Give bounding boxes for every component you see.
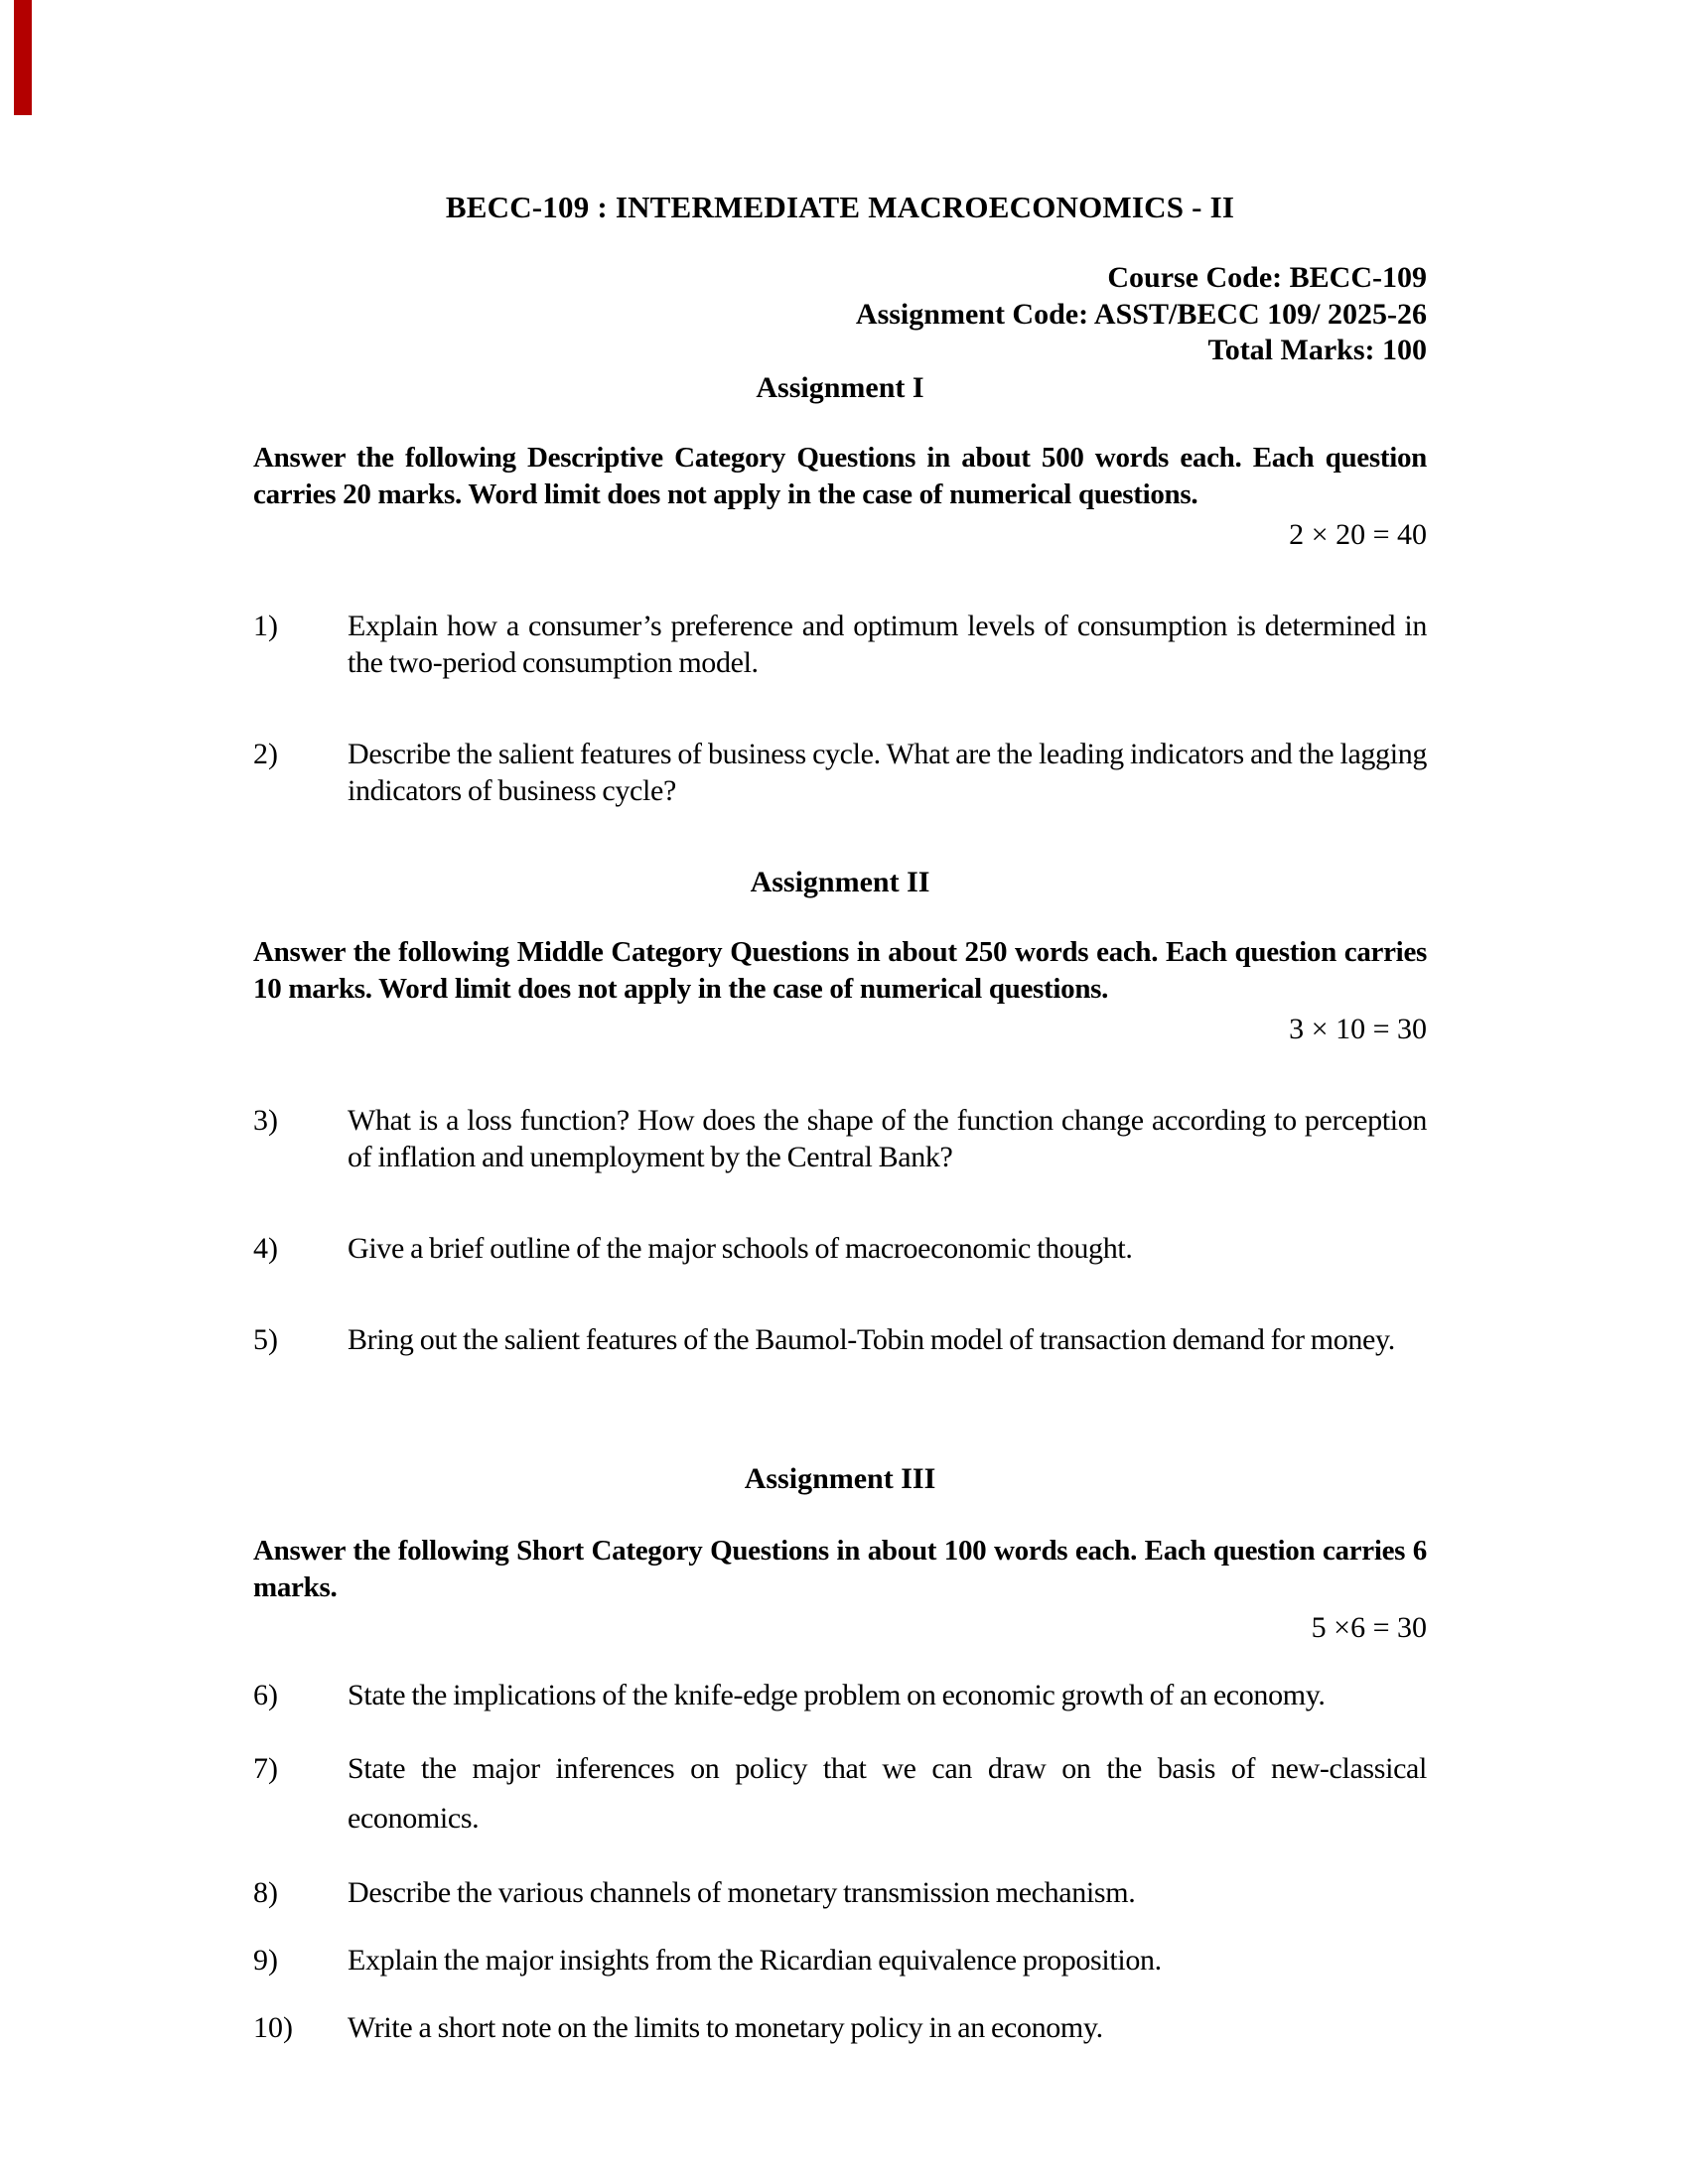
question-item-8 (253, 1874, 1427, 1911)
question-number: 9) (253, 1943, 278, 1977)
question-item-2 (253, 736, 1427, 809)
question-text: Write a short note on the limits to monetary policy in an economy. (348, 2010, 1103, 2044)
question-number: 2) (253, 737, 278, 770)
section-instruction: Answer the following Short Category Questions in about 100 words each. Each question carries 6 marks. (253, 1534, 1427, 1603)
section-instruction: Answer the following Descriptive Category Questions in about 500 words each. Each question carries 20 marks. Word limit does not apply in the case of numerical questions. (253, 441, 1427, 510)
section-assignment-3 (253, 1460, 1427, 2046)
question-number: 1) (253, 609, 278, 642)
section-heading-assignment-2: Assignment II (750, 865, 930, 898)
section-assignment-2 (253, 864, 1427, 1358)
page-title: BECC-109 : INTERMEDIATE MACROECONOMICS - II (445, 190, 1235, 224)
question-item-6 (253, 1677, 1427, 1713)
question-item-7 (253, 1744, 1427, 1843)
question-number: 6) (253, 1678, 278, 1711)
question-text: Explain the major insights from the Ricardian equivalence proposition. (348, 1943, 1162, 1977)
course-code: Course Code: BECC-109 (1107, 261, 1427, 294)
section-heading-assignment-3: Assignment III (744, 1461, 936, 1495)
question-item-3 (253, 1102, 1427, 1175)
question-item-1 (253, 608, 1427, 681)
question-number: 5) (253, 1322, 278, 1356)
marks-formula: 5 ×6 = 30 (1311, 1610, 1427, 1644)
question-number: 8) (253, 1875, 278, 1909)
question-text: Describe the various channels of monetary transmission mechanism. (348, 1875, 1136, 1909)
question-number: 3) (253, 1103, 278, 1137)
section-instruction: Answer the following Middle Category Questions in about 250 words each. Each question carries 10 marks. Word limit does not apply in the case of numerical questions. (253, 935, 1427, 1005)
question-item-5 (253, 1321, 1427, 1358)
red-edge-mark (14, 0, 32, 115)
question-number: 7) (253, 1751, 278, 1785)
question-text: What is a loss function? How does the shape of the function change according to perception of inflation and unemployment by the Central Bank? (348, 1103, 1427, 1173)
question-number: 4) (253, 1231, 278, 1265)
total-marks: Total Marks: 100 (1207, 334, 1427, 366)
marks-formula: 3 × 10 = 30 (1289, 1012, 1427, 1045)
question-text: State the major inferences on policy that we can draw on the basis of new-classical economics. (348, 1751, 1427, 1835)
section-assignment-1 (253, 369, 1427, 809)
question-item-10 (253, 2009, 1427, 2046)
question-text: Describe the salient features of business cycle. What are the leading indicators and the lagging indicators of business cycle? (348, 737, 1427, 807)
question-text: Explain how a consumer’s preference and optimum levels of consumption is determined in the two-period consumption model. (348, 609, 1427, 679)
question-item-9 (253, 1942, 1427, 1979)
course-meta-block (253, 260, 1427, 369)
assignment-code: Assignment Code: ASST/BECC 109/ 2025-26 (855, 297, 1427, 331)
section-heading-assignment-1: Assignment I (756, 370, 924, 404)
marks-formula: 2 × 20 = 40 (1289, 517, 1427, 551)
question-text: Bring out the salient features of the Baumol-Tobin model of transaction demand for money. (348, 1322, 1395, 1356)
question-text: State the implications of the knife-edge problem on economic growth of an economy. (348, 1678, 1326, 1711)
question-number: 10) (253, 2010, 293, 2044)
question-item-4 (253, 1230, 1427, 1267)
question-text: Give a brief outline of the major schools of macroeconomic thought. (348, 1231, 1133, 1265)
